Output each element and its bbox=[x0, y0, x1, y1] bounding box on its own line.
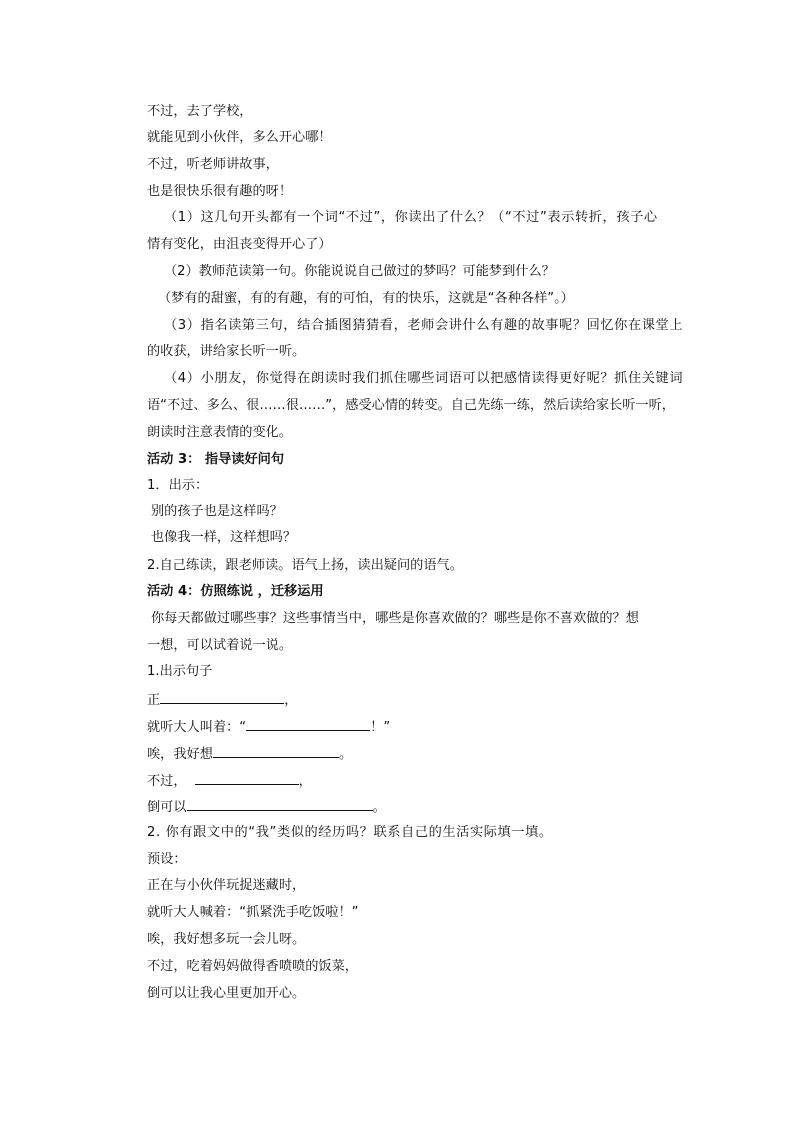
poem-line-2: 就能见到小伙伴，多么开心哪！ bbox=[147, 130, 332, 145]
fill-in-2-suffix: ！” bbox=[370, 720, 391, 735]
question-1-line-2: 情有变化，由沮丧变得开心了） bbox=[147, 237, 332, 252]
fill-in-5-suffix: 。 bbox=[372, 800, 386, 815]
fill-in-line-2 bbox=[147, 717, 390, 737]
fill-in-4-suffix: ， bbox=[298, 774, 312, 789]
question-2-answer: （梦有的甜蜜，有的有趣，有的可怕，有的快乐，这就是“各种各样”。） bbox=[158, 291, 574, 306]
fill-in-1-prefix: 正 bbox=[147, 693, 161, 708]
fill-in-5-prefix: 倒可以 bbox=[147, 800, 187, 815]
activity-4-prompt-line-2: 一想，可以试着说一说。 bbox=[147, 638, 293, 653]
poem-line-4: 也是很快乐很有趣的呀！ bbox=[147, 184, 293, 199]
question-3-line-2: 的收获，讲给家长听一听。 bbox=[147, 344, 306, 359]
activity-4-item-2: 2. 你有跟文中的“我”类似的经历吗？联系自己的生活实际填一填。 bbox=[147, 825, 553, 840]
preset-line-2: 就听大人喊着：“抓紧洗手吃饭啦！” bbox=[147, 905, 359, 920]
preset-line-1: 正在与小伙伴玩捉迷藏时， bbox=[147, 878, 306, 893]
fill-in-blank-1 bbox=[160, 690, 284, 704]
fill-in-blank-2 bbox=[246, 717, 370, 731]
activity-4-heading: 活动 4：仿照练说 ，迁移运用 bbox=[147, 584, 324, 599]
preset-line-5: 倒可以让我心里更加开心。 bbox=[147, 986, 306, 1001]
fill-in-blank-3 bbox=[213, 744, 339, 758]
question-3-line-1: （3）指名读第三句，结合插图猜猜看，老师会讲什么有趣的故事呢？回忆你在课堂上 bbox=[164, 318, 684, 333]
activity-3-question-1: 别的孩子也是这样吗？ bbox=[151, 504, 283, 519]
activity-4-prompt-line-1: 你每天都做过哪些事？这些事情当中，哪些是你喜欢做的？哪些是你不喜欢做的？想 bbox=[151, 611, 639, 626]
activity-3-item-1: 1．出示： bbox=[147, 478, 209, 493]
poem-line-3: 不过，听老师讲故事， bbox=[147, 157, 279, 172]
preset-line-3: 唉，我好想多玩一会儿呀。 bbox=[147, 932, 306, 947]
activity-4-item-1: 1.出示句子 bbox=[147, 664, 213, 679]
question-4-line-1: （4）小朋友，你觉得在朗读时我们抓住哪些词语可以把感情读得更好呢？抓住关键词 bbox=[164, 371, 684, 386]
fill-in-4-prefix: 不过， bbox=[147, 774, 187, 789]
question-4-line-2: 语“不过、多么、很……很……”，感受心情的转变。自己先练一练，然后读给家长听一听， bbox=[147, 398, 675, 413]
preset-label: 预设： bbox=[147, 852, 187, 867]
fill-in-line-5 bbox=[147, 797, 386, 817]
question-1-line-1: （1）这几句开头都有一个词“不过”，你读出了什么？（“不过”表示转折，孩子心 bbox=[164, 210, 658, 225]
fill-in-3-suffix: 。 bbox=[338, 747, 353, 762]
fill-in-3-prefix: 唉，我好想 bbox=[147, 747, 213, 762]
fill-in-blank-5 bbox=[187, 797, 373, 811]
activity-3-question-2: 也像我一样，这样想吗？ bbox=[151, 530, 297, 545]
fill-in-line-1 bbox=[147, 690, 297, 710]
activity-3-item-2: 2.自己练读，跟老师读。语气上扬，读出疑问的语气。 bbox=[147, 558, 463, 573]
fill-in-line-3 bbox=[147, 744, 352, 764]
activity-3-heading: 活动 3： 指导读好问句 bbox=[147, 452, 285, 467]
poem-line-1: 不过，去了学校， bbox=[147, 104, 253, 119]
fill-in-1-suffix: ， bbox=[284, 693, 298, 708]
fill-in-2-prefix: 就听大人叫着：“ bbox=[147, 720, 247, 735]
question-4-line-3: 朗读时注意表情的变化。 bbox=[147, 425, 293, 440]
question-2: （2）教师范读第一句。你能说说自己做过的梦吗？可能梦到什么？ bbox=[164, 264, 555, 279]
fill-in-blank-4 bbox=[195, 771, 299, 785]
preset-line-4: 不过，吃着妈妈做得香喷喷的饭菜， bbox=[147, 959, 358, 974]
fill-in-line-4 bbox=[147, 771, 312, 791]
